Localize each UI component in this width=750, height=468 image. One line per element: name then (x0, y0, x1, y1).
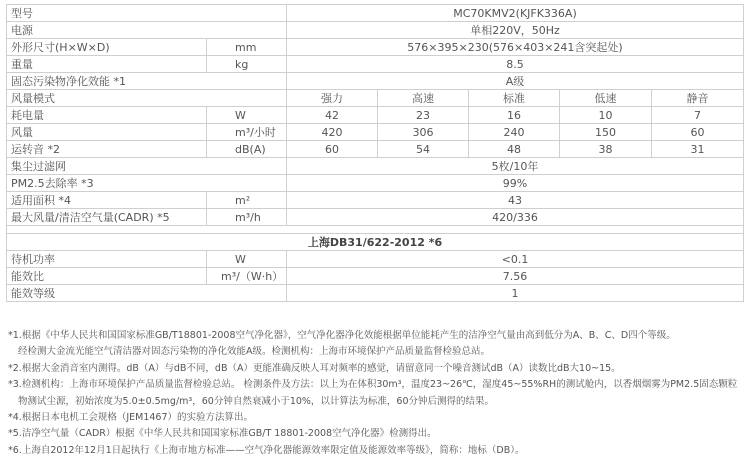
footnote: *2.根据大金消音室内测得。dB（A）与dB不同，dB（A）更能准确反映人耳对频率的感觉，请留意同一个噪音测试dB（A）读数比dB大10~15。 (8, 362, 621, 374)
fan-mode-cell: 静音 (652, 90, 744, 107)
noise-cell: 60 (287, 141, 378, 158)
grade-value: 1 (287, 285, 744, 302)
table-row (7, 268, 744, 285)
area-value: 43 (287, 192, 744, 209)
table-row (7, 90, 744, 107)
fan-mode-cell: 强力 (287, 90, 378, 107)
table-row (7, 234, 744, 251)
efficiency-ratio-unit: m³/（W·h） (207, 268, 287, 285)
airflow-cell: 150 (560, 124, 652, 141)
table-spacer (7, 226, 744, 234)
table-row (7, 141, 744, 158)
standby-unit: W (207, 251, 287, 268)
table-row (7, 192, 744, 209)
footnote: 物测试尘源，初始浓度为5.0±0.5mg/m³，60分钟自然衰减小于10%，以计算法为标准，60分钟后测得的结果。 (18, 395, 495, 407)
noise-cell: 48 (469, 141, 560, 158)
table-row (7, 251, 744, 268)
table-row (7, 5, 744, 22)
dimensions-unit: mm (207, 39, 287, 56)
consumption-cell: 10 (560, 107, 652, 124)
airflow-label: 风量 (7, 124, 207, 141)
weight-label: 重量 (7, 56, 207, 73)
fan-mode-cell: 标准 (469, 90, 560, 107)
standby-label: 待机功率 (7, 251, 207, 268)
table-row (7, 73, 744, 90)
grade-label: 能效等级 (7, 285, 287, 302)
spec-table (6, 4, 744, 302)
footnote: 经检测大金流光能空气清洁器对固态污染物的净化效能A级。检测机构：上海市环境保护产品质量监督检验总站。 (18, 346, 491, 358)
airflow-cell: 420 (287, 124, 378, 141)
footnote: *6.上海自2012年12月1日起执行《上海市地方标准——空气净化器能源效率限定值及能源效率等级》，简称：地标（DB）。 (8, 444, 525, 456)
consumption-unit: W (207, 107, 287, 124)
table-row (7, 56, 744, 73)
footnotes (8, 328, 744, 459)
noise-cell: 54 (378, 141, 469, 158)
table-row (7, 22, 744, 39)
consumption-cell: 16 (469, 107, 560, 124)
filter-value: 5枚/10年 (287, 158, 744, 175)
cadr-unit: m³/h (207, 209, 287, 226)
table-row (7, 285, 744, 302)
noise-cell: 38 (560, 141, 652, 158)
airflow-cell: 306 (378, 124, 469, 141)
consumption-cell: 7 (652, 107, 744, 124)
table-row (7, 209, 744, 226)
noise-cell: 31 (652, 141, 744, 158)
dimensions-value: 576×395×230(576×403×241含突起处) (287, 39, 744, 56)
power-value: 单相220V，50Hz (287, 22, 744, 39)
shanghai-title: 上海DB31/622-2012 *6 (7, 234, 744, 251)
footnote: *1.根据《中华人民共和国国家标准GB/T18801-2008空气净化器》，空气净化器净化效能根据单位能耗产生的洁净空气量由高到低分为A、B、C、D四个等级。 (8, 330, 676, 341)
fan-mode-label: 风量模式 (7, 90, 287, 107)
cadr-label: 最大风量/清洁空气量(CADR) *5 (7, 209, 207, 226)
efficiency-ratio-value: 7.56 (287, 268, 744, 285)
fan-mode-cell: 高速 (378, 90, 469, 107)
area-unit: m² (207, 192, 287, 209)
consumption-label: 耗电量 (7, 107, 207, 124)
consumption-cell: 23 (378, 107, 469, 124)
footnote: *3.检测机构：上海市环境保护产品质量监督检验总站。 检测条件及方法：以上为在体积30m³，温度23~26℃，湿度45~55%RH的测试舱内，以香烟烟雾为PM2.5固态颗粒 (8, 379, 738, 391)
filter-label: 集尘过滤网 (7, 158, 287, 175)
noise-unit: dB(A) (207, 141, 287, 158)
consumption-cell: 42 (287, 107, 378, 124)
area-label: 适用面积 *4 (7, 192, 207, 209)
footnote: *4.根据日本电机工会规格（JEM1467）的实验方法算出。 (8, 412, 253, 424)
footnote: *5.洁净空气量（CADR）根据《中华人民共和国国家标准GB/T 18801-2008空气净化器》检测得出。 (8, 428, 437, 440)
solid-efficiency-value: A级 (287, 73, 744, 90)
efficiency-ratio-label: 能效比 (7, 268, 207, 285)
airflow-cell: 240 (469, 124, 560, 141)
table-row (7, 107, 744, 124)
table-row (7, 158, 744, 175)
noise-label: 运转音 *2 (7, 141, 207, 158)
table-row (7, 39, 744, 56)
airflow-unit: m³/小时 (207, 124, 287, 141)
weight-value: 8.5 (287, 56, 744, 73)
standby-value: <0.1 (287, 251, 744, 268)
dimensions-label: 外形尺寸(H×W×D) (7, 39, 207, 56)
solid-efficiency-label: 固态污染物净化效能 *1 (7, 73, 287, 90)
pm25-value: 99% (287, 175, 744, 192)
airflow-cell: 60 (652, 124, 744, 141)
spacer-cell (7, 226, 744, 234)
table-row (7, 175, 744, 192)
model-label: 型号 (7, 5, 287, 22)
pm25-label: PM2.5去除率 *3 (7, 175, 287, 192)
fan-mode-cell: 低速 (560, 90, 652, 107)
cadr-value: 420/336 (287, 209, 744, 226)
table-row (7, 124, 744, 141)
model-value: MC70KMV2(KJFK336A) (287, 5, 744, 22)
power-label: 电源 (7, 22, 287, 39)
weight-unit: kg (207, 56, 287, 73)
